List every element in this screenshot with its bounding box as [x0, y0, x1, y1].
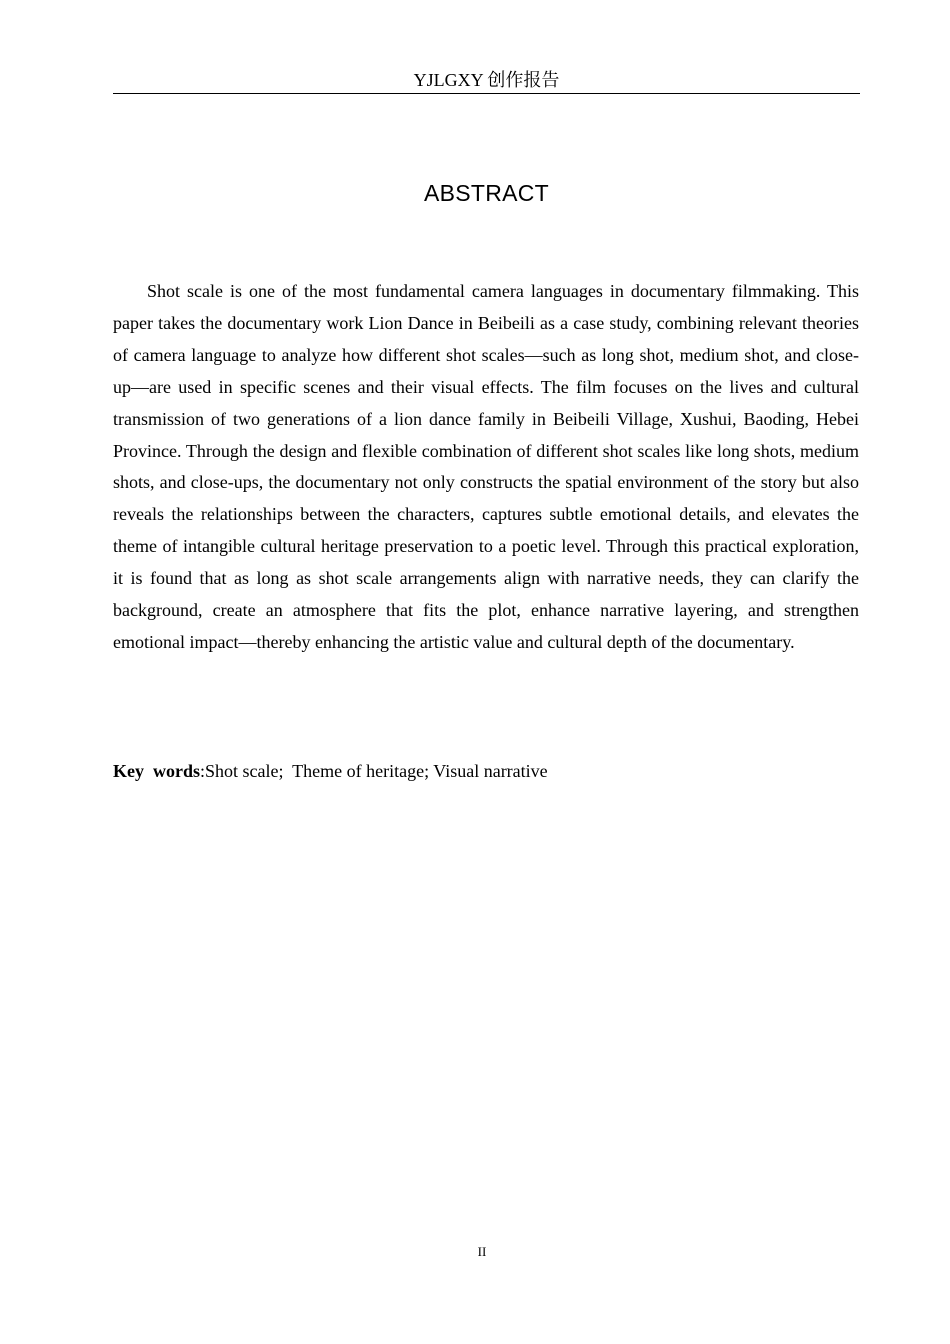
keywords-label: Key words [113, 761, 200, 781]
abstract-body: Shot scale is one of the most fundamental camera languages in documentary filmmaking. This paper takes the documentary work Lion Dance in Beibeili as a case study, combining relevant theories of camera language to analyze how different shot scales—such as long shot, medium shot, and close-up—are used in specific scenes and their visual effects. The film focuses on the lives and cultural transmission of two generations of a lion dance family in Beibeili Village, Xushui, Baoding, Hebei Province. Through the design and flexible combination of different shot scales like long shots, medium shots, and close-ups, the documentary not only constructs the spatial environment of the story but also reveals the relationships between the characters, captures subtle emotional details, and elevates the theme of intangible cultural heritage preservation to a poetic level. Through this practical exploration, it is found that as long as shot scale arrangements align with narrative needs, they can clarify the background, create an atmosphere that fits the plot, enhance narrative layering, and strengthen emotional impact—thereby enhancing the artistic value and cultural depth of the documentary. [113, 281, 859, 652]
abstract-heading: ABSTRACT [423, 180, 550, 206]
keywords-values: Shot scale; Theme of heritage; Visual narrative [205, 761, 548, 781]
keywords-separator: : [200, 761, 206, 781]
header-title: YJLGXY 创作报告 [413, 70, 560, 90]
page-header [113, 68, 860, 94]
keywords-line [113, 755, 860, 787]
page-number: II [477, 1244, 487, 1259]
